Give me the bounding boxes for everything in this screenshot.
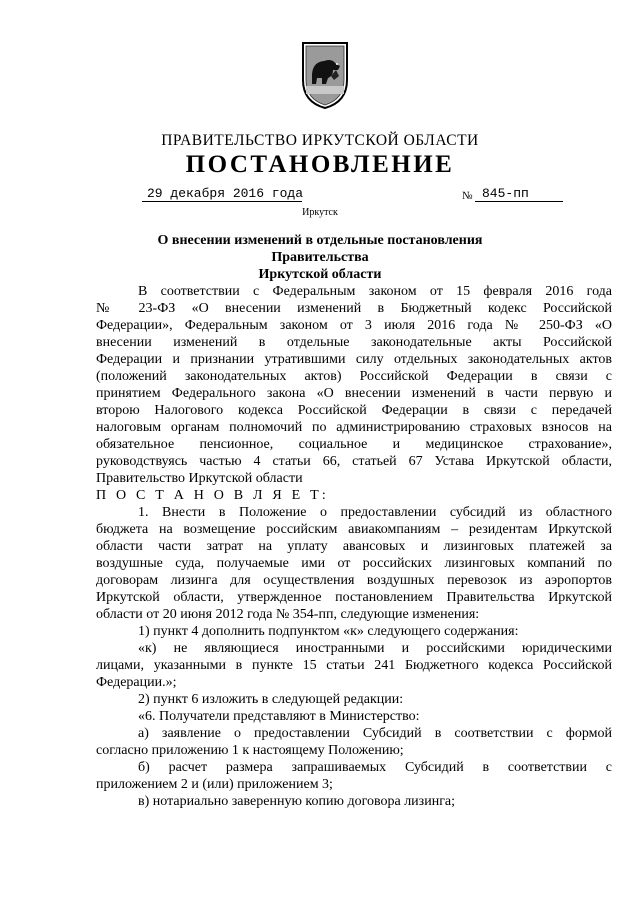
text-line: принятием Федерального закона «О внесении изменений в части первую и bbox=[96, 386, 612, 401]
text-line: Федерации», Федеральным законом от 3 июля 2016 года № 250-ФЗ «О bbox=[96, 318, 612, 333]
text-line: согласно приложению 1 к настоящему Положению; bbox=[96, 743, 404, 758]
text-line: лицами, указанными в пункте 15 статьи 241 Бюджетного кодекса Российской bbox=[96, 658, 612, 673]
text-line: а) заявление о предоставлении Субсидий в соответствии с формой bbox=[138, 726, 612, 741]
text-line: области от 20 июня 2012 года № 354-пп, следующие изменения: bbox=[96, 607, 480, 622]
date-underline bbox=[142, 201, 302, 202]
text-line: № 23-ФЗ «О внесении изменений в Бюджетный кодекс Российской bbox=[96, 301, 612, 316]
subitem-2: 2) пункт 6 изложить в следующей редакции: bbox=[138, 692, 404, 707]
subitem-1: 1) пункт 4 дополнить подпунктом «к» следующего содержания: bbox=[138, 624, 519, 639]
text-line: В соответствии с Федеральным законом от 15 февраля 2016 года bbox=[138, 284, 612, 299]
heading-line: О внесении изменений в отдельные постановления Правительства bbox=[157, 233, 483, 265]
text-line: обязательное пенсионное, социальное и медицинское страхование», bbox=[96, 437, 612, 452]
text-line: «к) не являющиеся иностранными и российскими юридическими bbox=[138, 641, 612, 656]
document-date: 29 декабря 2016 года bbox=[147, 186, 304, 201]
text-line: приложением 2 и (или) приложением 3; bbox=[96, 777, 333, 792]
text-line: второю Налогового кодекса Российской Федерации в связи с передачей bbox=[96, 403, 612, 418]
document-type: ПОСТАНОВЛЕНИЕ bbox=[185, 151, 455, 178]
text-line: Федерации.»; bbox=[96, 675, 177, 690]
text-line: Федерации и признании утратившими силу отдельных законодательных актов bbox=[96, 352, 612, 367]
decree-word: П О С Т А Н О В Л Я Е Т: bbox=[96, 488, 329, 503]
text-line: области части затрат на уплату авансовых и лизинговых платежей за bbox=[96, 539, 612, 554]
text-line: (положений законодательных актов) Российской Федерации в связи с bbox=[96, 369, 612, 384]
text-line: воздушные суда, получаемые ими от российских лизинговых компаний по bbox=[96, 556, 612, 571]
text-line: б) расчет размера запрашиваемых Субсидий в соответствии с bbox=[138, 760, 612, 775]
heading-line: Иркутской области bbox=[258, 267, 382, 282]
text-line: внесении изменений в отдельные законодательные акты Российской bbox=[96, 335, 612, 350]
coat-of-arms-icon bbox=[300, 40, 350, 110]
document-heading bbox=[120, 232, 520, 283]
number-label: № bbox=[462, 190, 473, 202]
city: Иркутск bbox=[302, 207, 338, 218]
document-body bbox=[96, 283, 612, 810]
government-name: ПРАВИТЕЛЬСТВО ИРКУТСКОЙ ОБЛАСТИ bbox=[161, 132, 479, 149]
document-number: 845-пп bbox=[482, 186, 529, 201]
number-underline bbox=[475, 201, 563, 202]
text-line: договорам лизинга для осуществления воздушных перевозок из аэропортов bbox=[96, 573, 612, 588]
text-line: руководствуясь частью 4 статьи 66, статьей 67 Устава Иркутской области, bbox=[96, 454, 612, 469]
text-line: Иркутской области, утвержденное постановлением Правительства Иркутской bbox=[96, 590, 612, 605]
paragraph-6: «6. Получатели представляют в Министерство: bbox=[138, 709, 420, 724]
text-line: Правительство Иркутской области bbox=[96, 471, 303, 486]
text-line: в) нотариально заверенную копию договора лизинга; bbox=[138, 794, 456, 809]
text-line: налоговым органам полномочий по администрированию страховых взносов на bbox=[96, 420, 612, 435]
text-line: бюджета на возмещение российским авиакомпаниям – резидентам Иркутской bbox=[96, 522, 612, 537]
text-line: 1. Внести в Положение о предоставлении субсидий из областного bbox=[138, 505, 612, 520]
